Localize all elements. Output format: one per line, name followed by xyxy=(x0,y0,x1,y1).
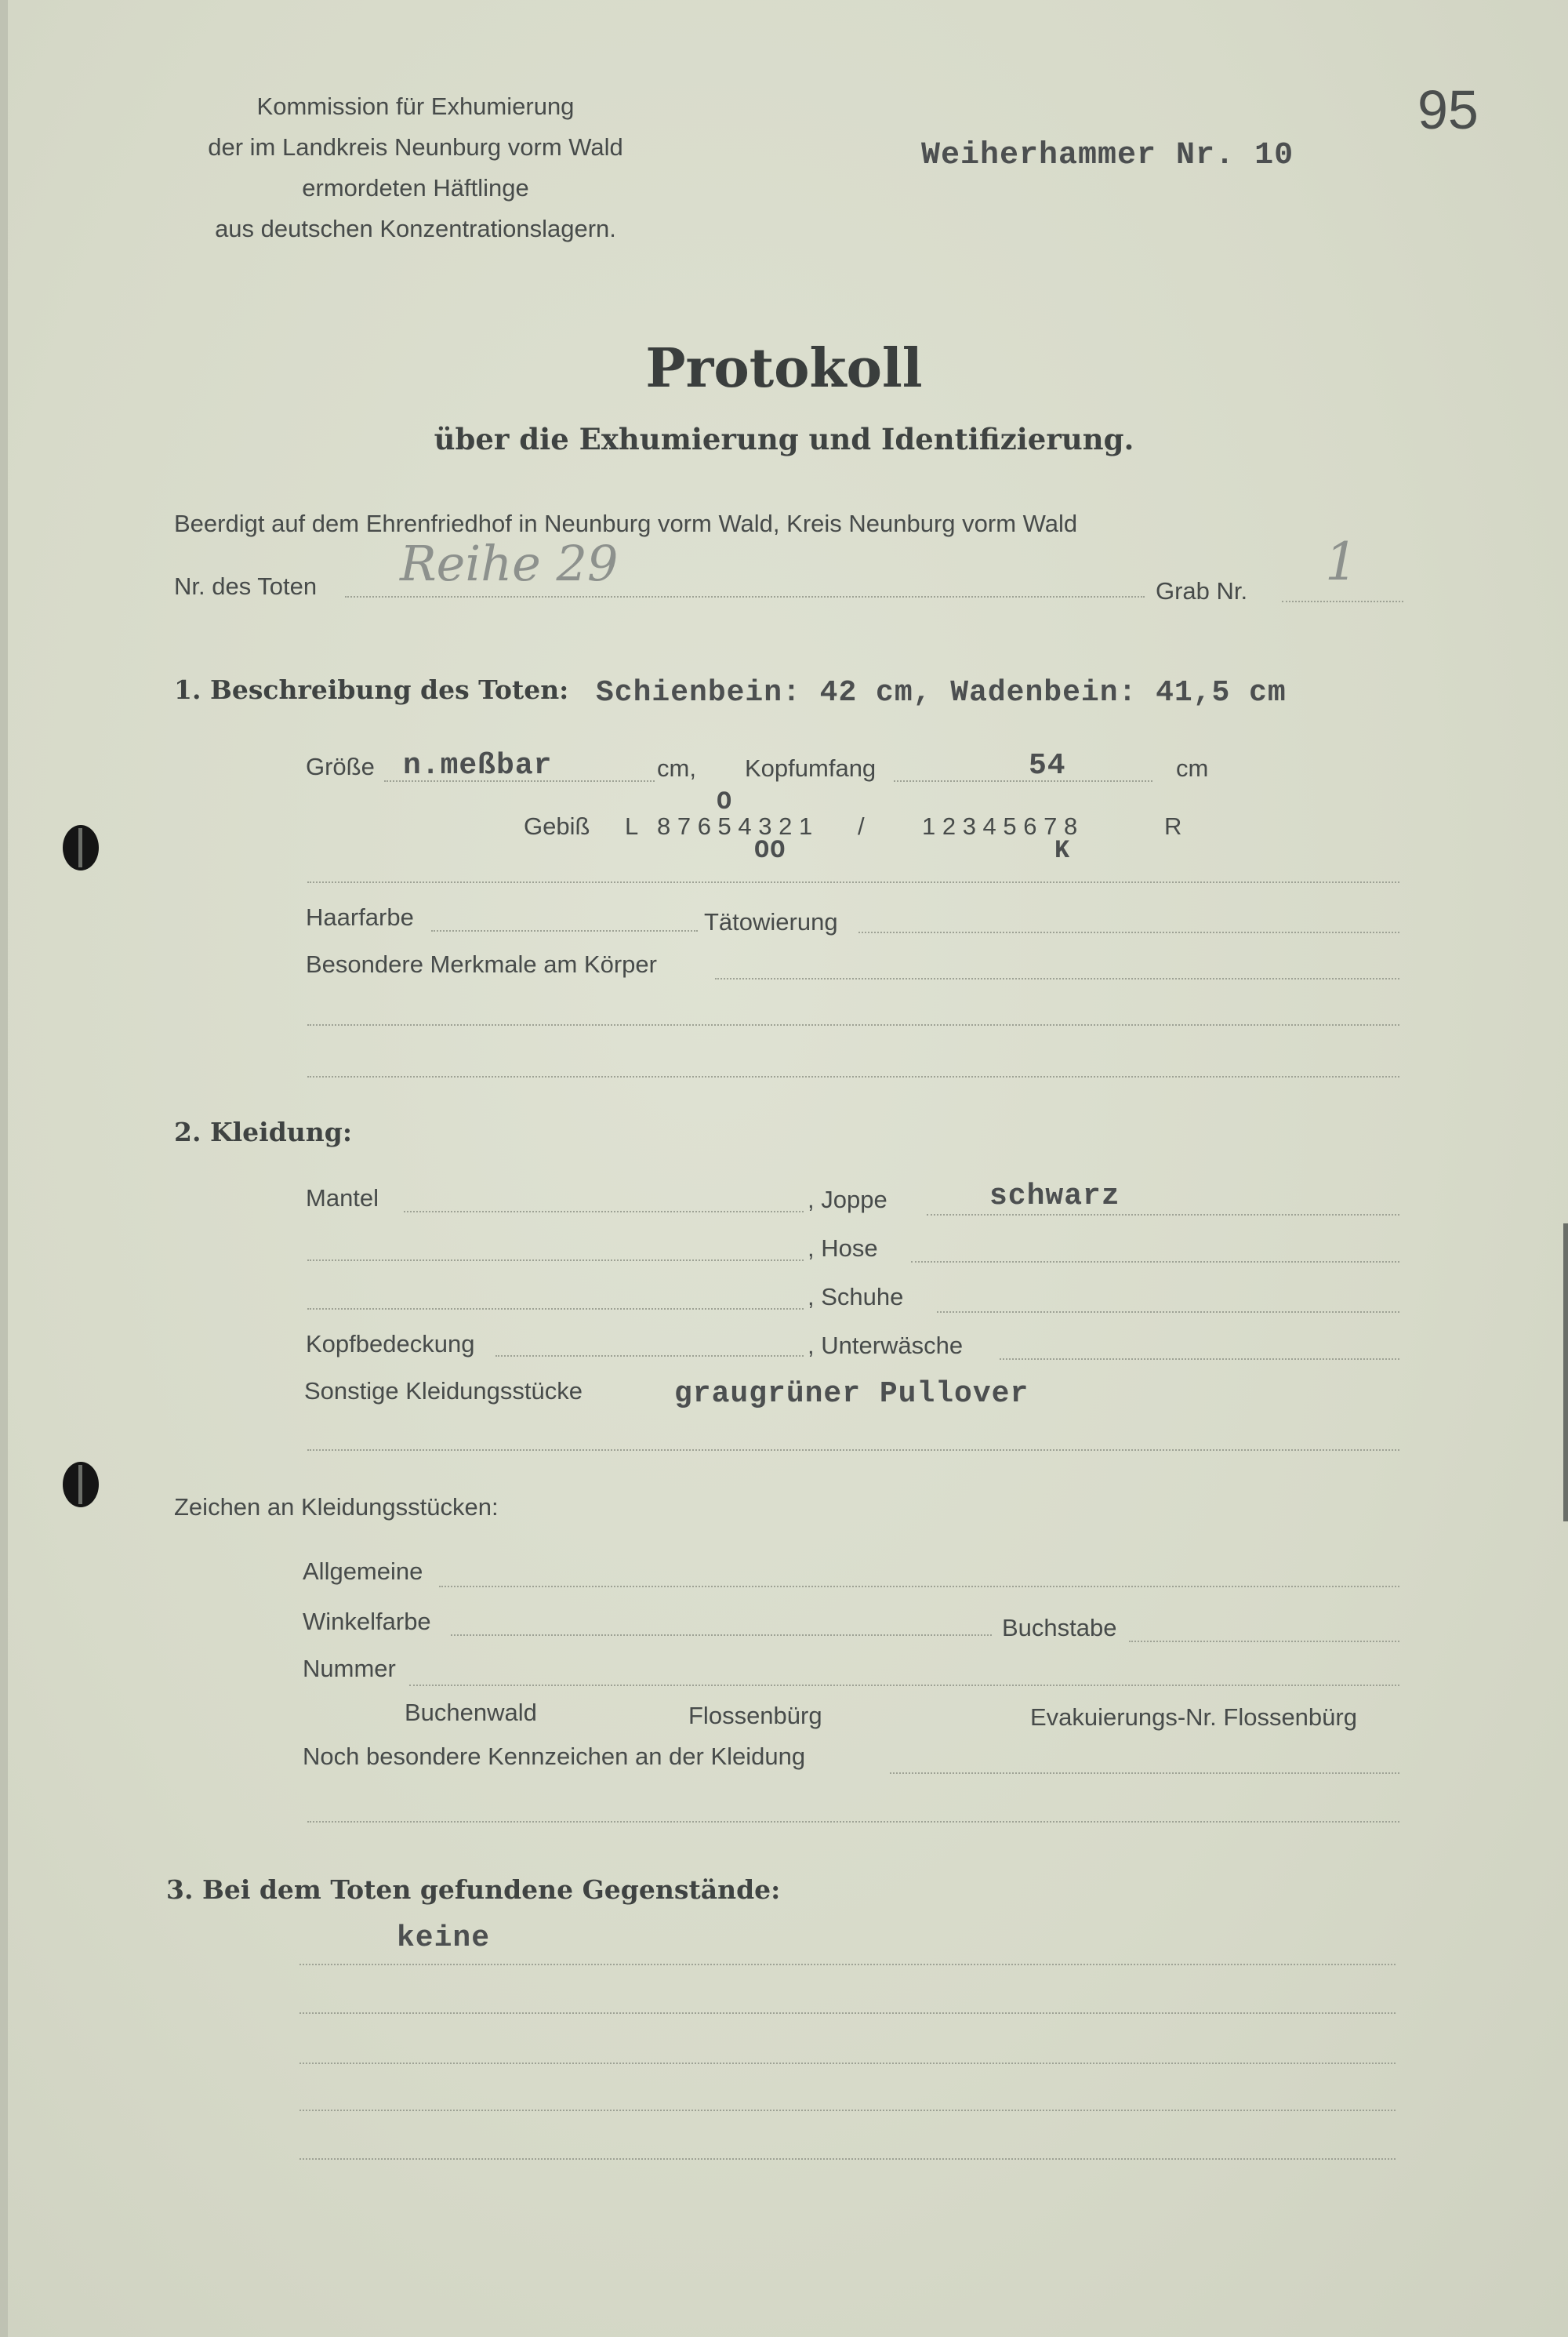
buchenwald-label: Buchenwald xyxy=(405,1699,537,1726)
dotted-line xyxy=(299,2012,1396,2014)
flossenburg-label: Flossenbürg xyxy=(688,1702,822,1729)
head-circumference-unit: cm xyxy=(1176,754,1209,782)
shoes-label: , Schuhe xyxy=(808,1283,904,1310)
jacket-label: , Joppe xyxy=(808,1186,887,1213)
dotted-line xyxy=(937,1311,1399,1313)
number-label: Nummer xyxy=(303,1655,396,1682)
header-line: ermordeten Häftlinge xyxy=(302,174,529,202)
features-label: Besondere Merkmale am Körper xyxy=(306,950,657,978)
dotted-line xyxy=(439,1586,1399,1587)
dotted-line xyxy=(299,2158,1396,2160)
header-line: aus deutschen Konzentrationslagern. xyxy=(215,215,616,242)
dotted-line xyxy=(1282,601,1403,602)
page-title: Protokoll xyxy=(645,337,923,400)
dotted-line xyxy=(911,1261,1399,1263)
dotted-line xyxy=(894,780,1152,782)
trousers-label: , Hose xyxy=(808,1234,878,1262)
teeth-mark-below-right: K xyxy=(1054,836,1071,865)
teeth-mark-above: O xyxy=(717,787,733,816)
dotted-line xyxy=(495,1355,804,1357)
dotted-line xyxy=(307,1308,804,1310)
dotted-line xyxy=(307,1076,1399,1078)
head-circumference-value: 54 xyxy=(1029,749,1066,783)
height-value: n.meßbar xyxy=(403,749,553,783)
page-subtitle: über die Exhumierung und Identifizierung. xyxy=(434,422,1134,456)
section-3-heading: 3. Bei dem Toten gefundene Gegenstände: xyxy=(166,1874,781,1905)
teeth-left-marker: L xyxy=(625,812,639,840)
description-value: Schienbein: 42 cm, Wadenbein: 41,5 cm xyxy=(596,676,1287,710)
dead-number-label: Nr. des Toten xyxy=(174,572,318,600)
tattoo-label: Tätowierung xyxy=(704,908,838,936)
dotted-line xyxy=(299,2110,1396,2111)
dotted-line xyxy=(299,2063,1396,2064)
dotted-line xyxy=(384,780,655,782)
marks-heading: Zeichen an Kleidungsstücken: xyxy=(174,1493,499,1521)
evacuation-number-label: Evakuierungs-Nr. Flossenbürg xyxy=(1030,1703,1357,1731)
dotted-line xyxy=(431,930,698,932)
dotted-line xyxy=(409,1685,1399,1686)
letter-label: Buchstabe xyxy=(1002,1614,1117,1641)
hair-color-label: Haarfarbe xyxy=(306,903,414,931)
found-items-value: keine xyxy=(397,1921,491,1955)
section-1-heading: 1. Beschreibung des Toten: xyxy=(174,674,569,705)
page-number: 95 xyxy=(1417,79,1479,140)
angle-color-label: Winkelfarbe xyxy=(303,1608,431,1635)
teeth-separator: / xyxy=(858,812,865,840)
grave-number-label: Grab Nr. xyxy=(1156,577,1248,605)
height-label: Größe xyxy=(306,753,375,780)
dotted-line xyxy=(451,1634,992,1636)
teeth-upper-left: 8 7 6 5 4 3 2 1 xyxy=(657,812,813,840)
other-marks-label: Noch besondere Kennzeichen an der Kleidung xyxy=(303,1743,806,1770)
underwear-label: , Unterwäsche xyxy=(808,1332,964,1359)
jacket-value: schwarz xyxy=(989,1179,1120,1213)
headwear-label: Kopfbedeckung xyxy=(306,1330,475,1357)
dotted-line xyxy=(307,881,1399,883)
head-circumference-label: Kopfumfang xyxy=(745,754,877,782)
grave-number-value: 1 xyxy=(1325,532,1358,592)
dotted-line xyxy=(858,932,1399,933)
punch-hole-icon xyxy=(63,825,99,870)
dotted-line xyxy=(345,596,1145,598)
coat-label: Mantel xyxy=(306,1184,379,1212)
teeth-right-marker: R xyxy=(1164,812,1182,840)
teeth-mark-below-left: OO xyxy=(754,836,786,865)
commission-header xyxy=(0,86,831,249)
teeth-label: Gebiß xyxy=(524,812,590,840)
burial-place: Beerdigt auf dem Ehrenfriedhof in Neunburg vorm Wald, Kreis Neunburg vorm Wald xyxy=(174,510,1078,537)
header-line: der im Landkreis Neunburg vorm Wald xyxy=(208,133,623,161)
page-edge-right xyxy=(1563,1223,1568,1521)
other-clothing-value: graugrüner Pullover xyxy=(674,1377,1029,1411)
header-line: Kommission für Exhumierung xyxy=(256,93,575,120)
dotted-line xyxy=(1000,1358,1399,1360)
dead-number-value: Reihe 29 xyxy=(400,535,619,592)
dotted-line xyxy=(307,1024,1399,1026)
other-clothing-label: Sonstige Kleidungsstücke xyxy=(304,1377,583,1405)
reference-number: Weiherhammer Nr. 10 xyxy=(921,138,1294,173)
dotted-line xyxy=(299,1964,1396,1965)
punch-hole-icon xyxy=(63,1462,99,1507)
dotted-line xyxy=(307,1821,1399,1823)
general-marks-label: Allgemeine xyxy=(303,1557,423,1585)
dotted-line xyxy=(927,1214,1399,1216)
dotted-line xyxy=(307,1259,804,1261)
teeth-upper-right: 1 2 3 4 5 6 7 8 xyxy=(922,812,1078,840)
height-unit: cm, xyxy=(657,754,696,782)
dotted-line xyxy=(1129,1641,1399,1642)
dotted-line xyxy=(307,1449,1399,1451)
dotted-line xyxy=(715,978,1399,980)
dotted-line xyxy=(404,1211,804,1212)
dotted-line xyxy=(890,1772,1399,1774)
section-2-heading: 2. Kleidung: xyxy=(174,1117,353,1147)
